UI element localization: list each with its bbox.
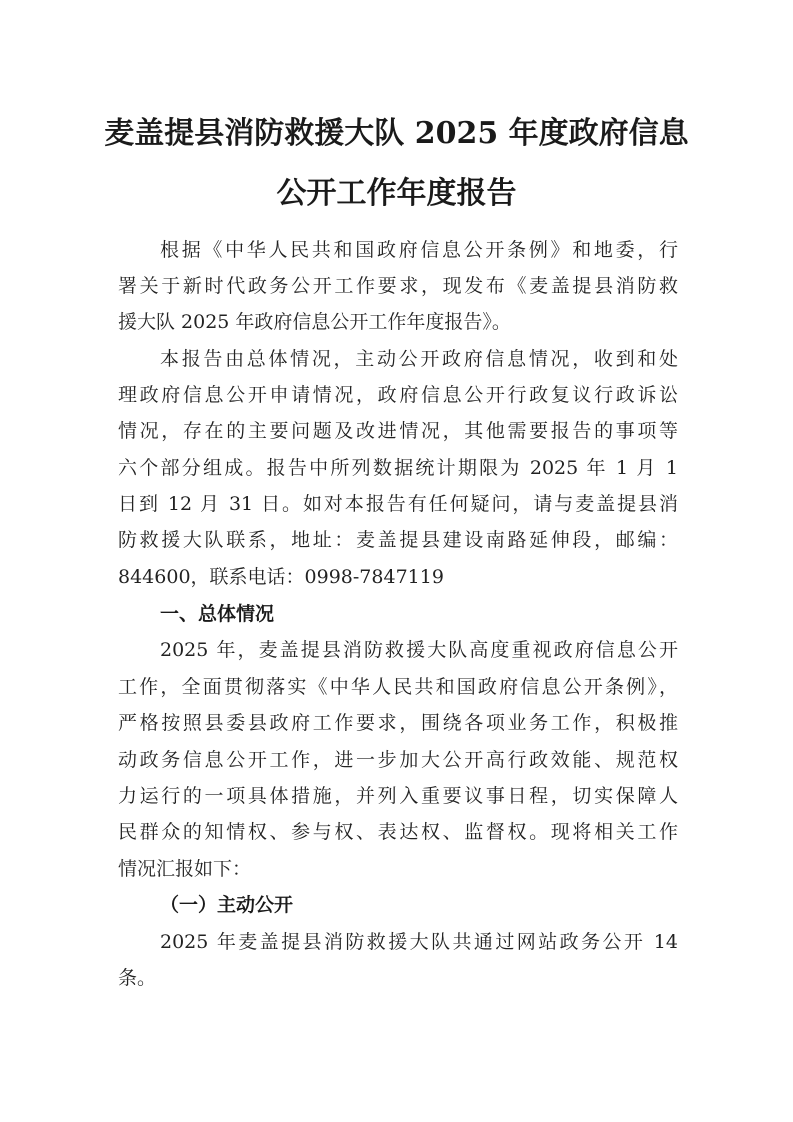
intro-para2-line: 六个部分组成。报告中所列数据统计期限为 2025 年 1 月 1 bbox=[118, 457, 678, 479]
intro-para2-line: 本报告由总体情况，主动公开政府信息情况，收到和处 bbox=[160, 348, 678, 370]
intro-para2-line: 844600，联系电话：0998-7847119 bbox=[118, 566, 444, 588]
section1-para-line: 情况汇报如下： bbox=[118, 858, 252, 880]
intro-para2-line: 理政府信息公开申请情况，政府信息公开行政复议行政诉讼 bbox=[118, 384, 678, 406]
section-heading-overview: 一、总体情况 bbox=[160, 603, 275, 625]
subsection-heading-active-disclosure: （一）主动公开 bbox=[160, 894, 294, 916]
section1-para-line: 民群众的知情权、参与权、表达权、监督权。现将相关工作 bbox=[118, 821, 678, 843]
subsection1-para-line: 2025 年麦盖提县消防救援大队共通过网站政务公开 14 bbox=[160, 931, 678, 953]
section1-para-line: 动政务信息公开工作，进一步加大公开高行政效能、规范权 bbox=[118, 749, 678, 771]
intro-para1-line: 援大队 2025 年政府信息公开工作年度报告》。 bbox=[118, 311, 511, 333]
intro-para2-line: 情况，存在的主要问题及改进情况，其他需要报告的事项等 bbox=[118, 420, 678, 442]
intro-para2-line: 防救援大队联系，地址：麦盖提县建设南路延伸段，邮编： bbox=[118, 529, 678, 551]
intro-para1-line: 署关于新时代政务公开工作要求，现发布《麦盖提县消防救 bbox=[118, 275, 678, 297]
section1-para-line: 2025 年，麦盖提县消防救援大队高度重视政府信息公开 bbox=[160, 639, 678, 661]
intro-para1-line: 根据《中华人民共和国政府信息公开条例》和地委，行 bbox=[160, 239, 678, 261]
section1-para-line: 力运行的一项具体措施，并列入重要议事日程，切实保障人 bbox=[118, 785, 678, 807]
document-title-line-1: 麦盖提县消防救援大队 2025 年度政府信息 bbox=[104, 116, 689, 151]
section1-para-line: 严格按照县委县政府工作要求，围绕各项业务工作，积极推 bbox=[118, 712, 678, 734]
document-title-line-2: 公开工作年度报告 bbox=[276, 176, 517, 211]
section1-para-line: 工作，全面贯彻落实《中华人民共和国政府信息公开条例》， bbox=[118, 676, 678, 698]
subsection1-para-line: 条。 bbox=[118, 967, 157, 989]
intro-para2-line: 日到 12 月 31 日。如对本报告有任何疑问，请与麦盖提县消 bbox=[118, 493, 678, 515]
